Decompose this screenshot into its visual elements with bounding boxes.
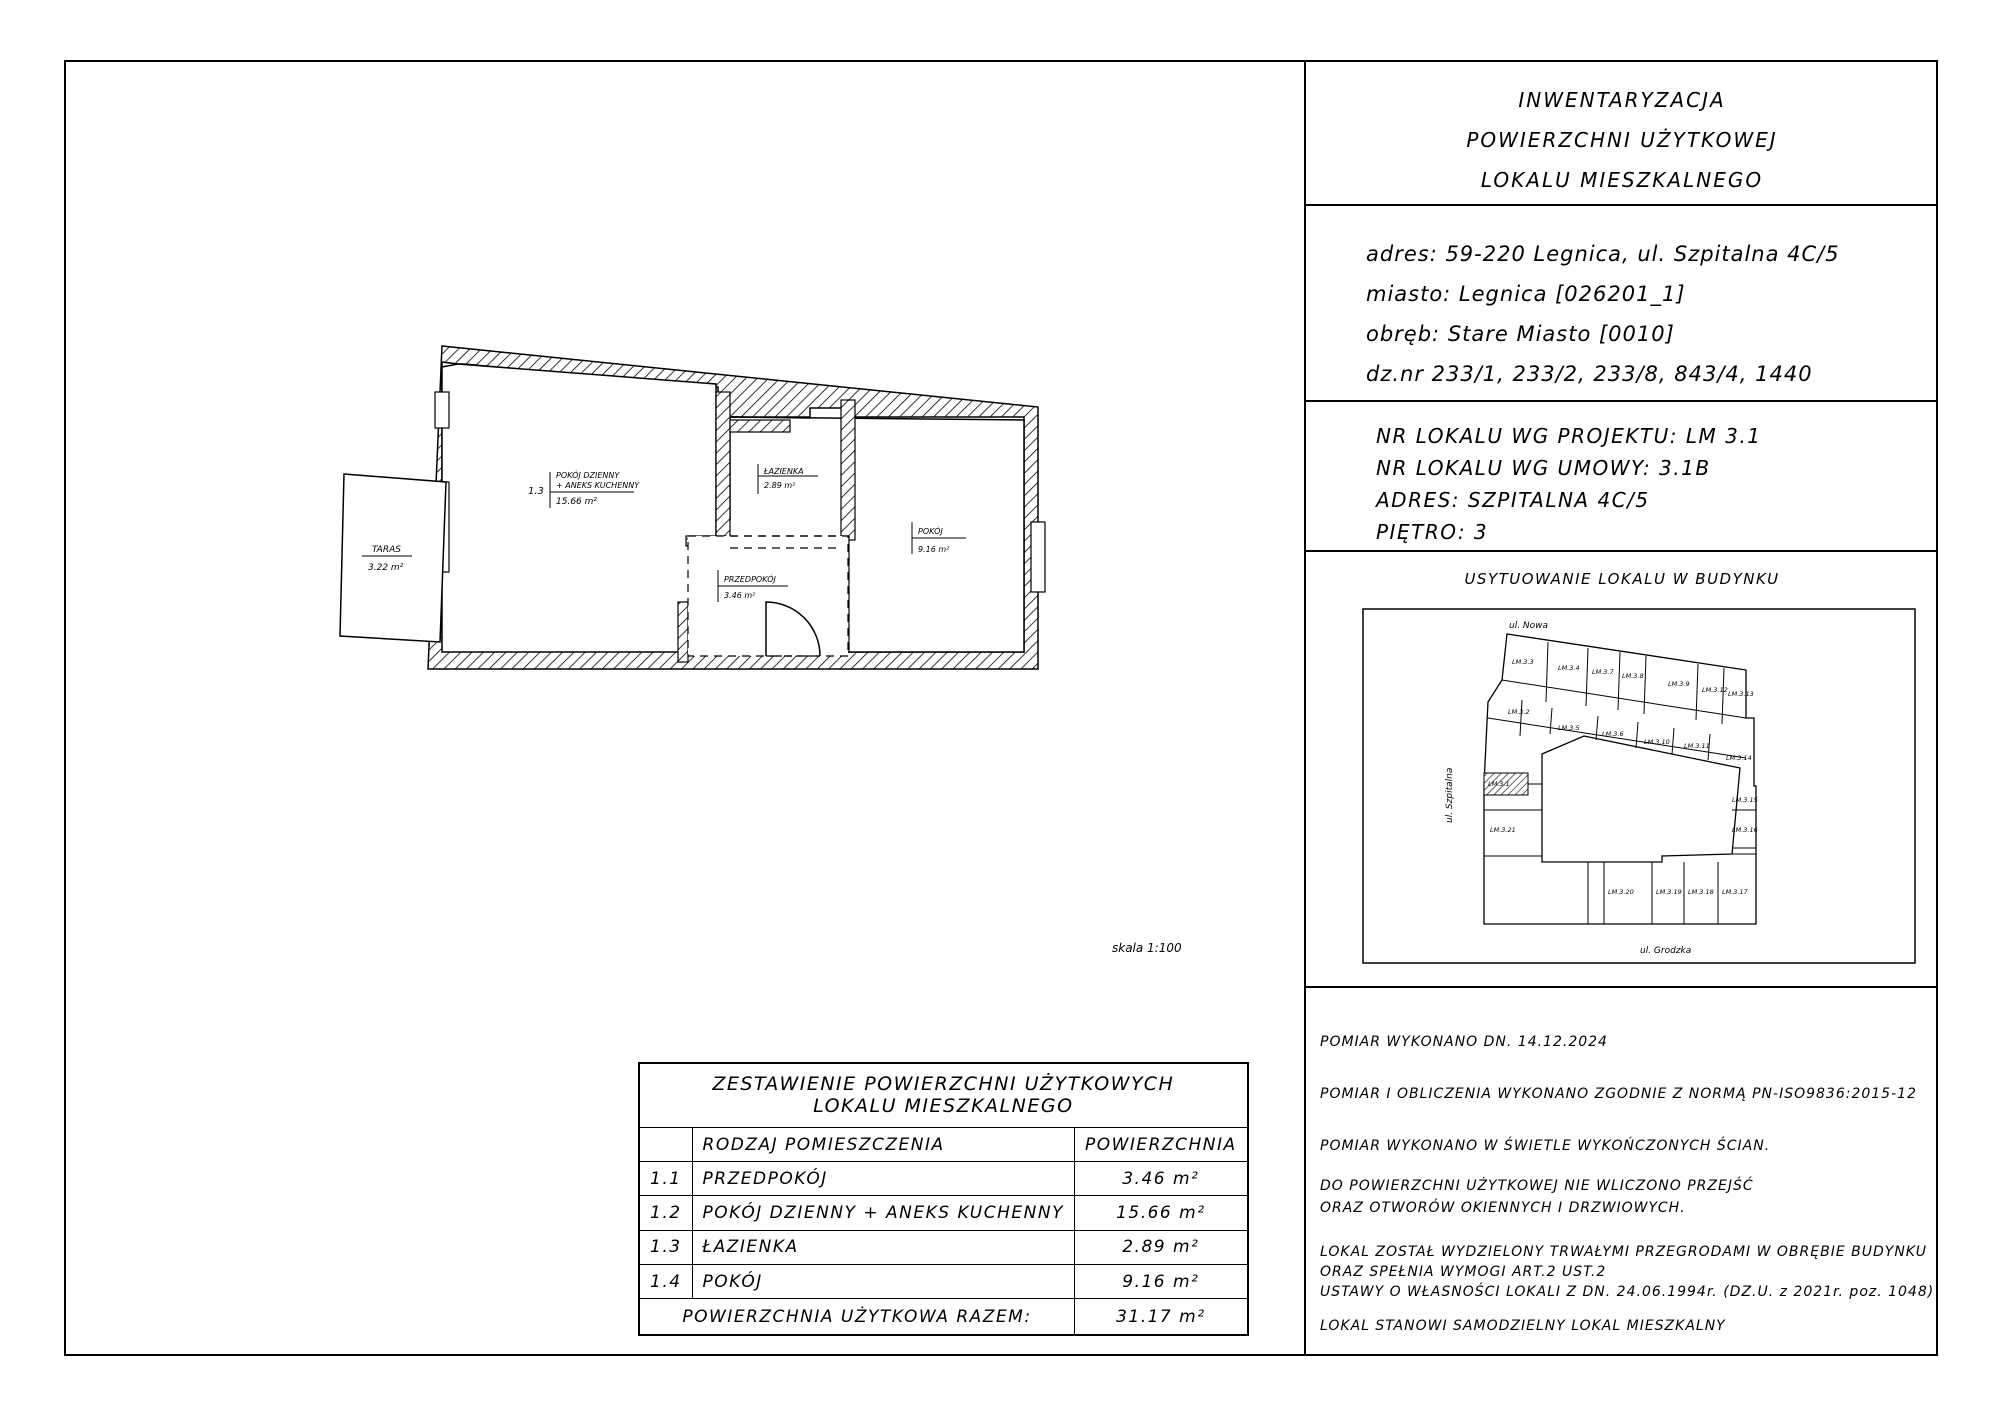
hallway-boundary	[688, 536, 848, 656]
notes-block: POMIAR WYKONANO DN. 14.12.2024 POMIAR I OBLICZENIA WYKONANO ZGODNIE Z NORMĄ PN-ISO9836:2015-12 POMIAR WYKONANO W ŚWIETLE WYKOŃCZONYCH ŚCIAN. DO POWIERZCHNI UŻYTKOWEJ NIE WLICZONO PRZEJŚĆ ORAZ OTWORÓW OKIENNYCH I DRZWIOWYCH. LOKAL ZOSTAŁ WYDZIELONY TRWAŁYMI PRZEGRODAMI W OBRĘBIE BUDYNKU ORAZ SPEŁNIA WYMOGI ART.2 UST.2 USTAWY O WŁASNOŚCI LOKALI Z DN. 24.06.1994r. (DZ.U. z 2021r. poz. 1048) LOKAL STANOWI SAMODZIELNY LOKAL MIESZKALNY	[1320, 1034, 1935, 1334]
svg-text:LM.3.6: LM.3.6	[1602, 730, 1624, 738]
room-1-2-outline	[442, 364, 716, 652]
street-west-label: ul. Szpitalna	[1445, 767, 1455, 823]
svg-text:POKÓJ: POKÓJ	[918, 527, 943, 536]
table-row: 1.4 POKÓJ 9.16 m²	[639, 1264, 1248, 1298]
svg-text:LM.3.3: LM.3.3	[1512, 658, 1534, 666]
scale-label: skala 1:100	[1112, 941, 1182, 955]
address-block: adres: 59-220 Legnica, ul. Szpitalna 4C/5 miasto: Legnica [026201_1] obręb: Stare Miasto [0010] dz.nr 233/1, 233/2, 233/8, 843/4, 1440	[1366, 242, 1840, 386]
svg-text:LM.3.2: LM.3.2	[1508, 708, 1530, 716]
svg-text:LM.3.13: LM.3.13	[1728, 690, 1754, 698]
drawing-sheet	[64, 60, 1938, 1356]
col-header-type: RODZAJ POMIESZCZENIA	[692, 1127, 1074, 1161]
wall-bath-left	[716, 392, 730, 542]
svg-text:LM.3.19: LM.3.19	[1656, 888, 1682, 896]
svg-text:3.22 m²: 3.22 m²	[368, 563, 404, 573]
svg-text:LM.3.16: LM.3.16	[1732, 826, 1758, 834]
table-total-row: POWIERZCHNIA UŻYTKOWA RAZEM: 31.17 m²	[639, 1299, 1248, 1335]
summary-title-1: ZESTAWIENIE POWIERZCHNI UŻYTKOWYCH	[712, 1073, 1175, 1096]
svg-text:ŁAZIENKA: ŁAZIENKA	[764, 467, 804, 476]
svg-text:LM.3.12: LM.3.12	[1702, 686, 1728, 694]
svg-text:2.89 m²: 2.89 m²	[764, 481, 796, 490]
svg-text:3.46 m²: 3.46 m²	[724, 591, 756, 600]
svg-text:1.3: 1.3	[528, 486, 544, 497]
summary-table	[638, 1062, 1249, 1336]
title-heading: INWENTARYZACJA POWIERZCHNI UŻYTKOWEJ LOKALU MIESZKALNEGO	[1466, 88, 1778, 192]
unit-info-block: NR LOKALU WG PROJEKTU: LM 3.1 NR LOKALU WG UMOWY: 3.1B ADRES: SZPITALNA 4C/5 PIĘTRO: 3	[1376, 424, 1762, 544]
location-title: USYTUOWANIE LOKALU W BUDYNKU	[1464, 570, 1780, 588]
svg-text:LM.3.8: LM.3.8	[1622, 672, 1644, 680]
svg-text:LM.3.10: LM.3.10	[1644, 738, 1670, 746]
terrace-outline	[340, 474, 446, 642]
window	[435, 392, 449, 428]
svg-text:9.16 m²: 9.16 m²	[918, 545, 950, 554]
svg-text:LM.3.21: LM.3.21	[1490, 826, 1516, 834]
street-north-label: ul. Nowa	[1509, 621, 1549, 631]
svg-text:LM.3.7: LM.3.7	[1592, 668, 1614, 676]
svg-text:LM.3.4: LM.3.4	[1558, 664, 1580, 672]
window	[1031, 522, 1045, 592]
svg-text:15.66 m²: 15.66 m²	[556, 497, 598, 507]
svg-text:TARAS: TARAS	[372, 545, 401, 555]
svg-text:PRZEDPOKÓJ: PRZEDPOKÓJ	[724, 575, 776, 584]
site-plan	[1362, 608, 1916, 964]
svg-text:LM.3.1: LM.3.1	[1488, 780, 1510, 788]
svg-text:LM.3.17: LM.3.17	[1722, 888, 1748, 896]
table-row: 1.1 PRZEDPOKÓJ 3.46 m²	[639, 1162, 1248, 1196]
svg-text:POKÓJ DZIENNY: POKÓJ DZIENNY	[556, 471, 620, 480]
svg-text:LM.3.14: LM.3.14	[1726, 754, 1752, 762]
svg-text:+ ANEKS KUCHENNY: + ANEKS KUCHENNY	[556, 481, 640, 490]
room-label-1-3	[758, 464, 818, 494]
wall-bath-right	[841, 400, 855, 540]
table-row: 1.2 POKÓJ DZIENNY + ANEKS KUCHENNY 15.66 m²	[639, 1196, 1248, 1230]
svg-text:LM.3.18: LM.3.18	[1688, 888, 1714, 896]
svg-text:LM.3.9: LM.3.9	[1668, 680, 1690, 688]
title-block-divider	[1304, 62, 1306, 1354]
svg-text:LM.3.15: LM.3.15	[1732, 796, 1758, 804]
col-header-area: POWIERZCHNIA	[1074, 1127, 1247, 1161]
street-south-label: ul. Grodzka	[1640, 946, 1692, 956]
svg-text:LM.3.11: LM.3.11	[1684, 742, 1710, 750]
svg-text:LM.3.5: LM.3.5	[1558, 724, 1580, 732]
svg-text:LM.3.20: LM.3.20	[1608, 888, 1634, 896]
summary-title-2: LOKALU MIESZKALNEGO	[813, 1095, 1074, 1118]
wall-bath-top	[730, 420, 790, 432]
table-row: 1.3 ŁAZIENKA 2.89 m²	[639, 1230, 1248, 1264]
